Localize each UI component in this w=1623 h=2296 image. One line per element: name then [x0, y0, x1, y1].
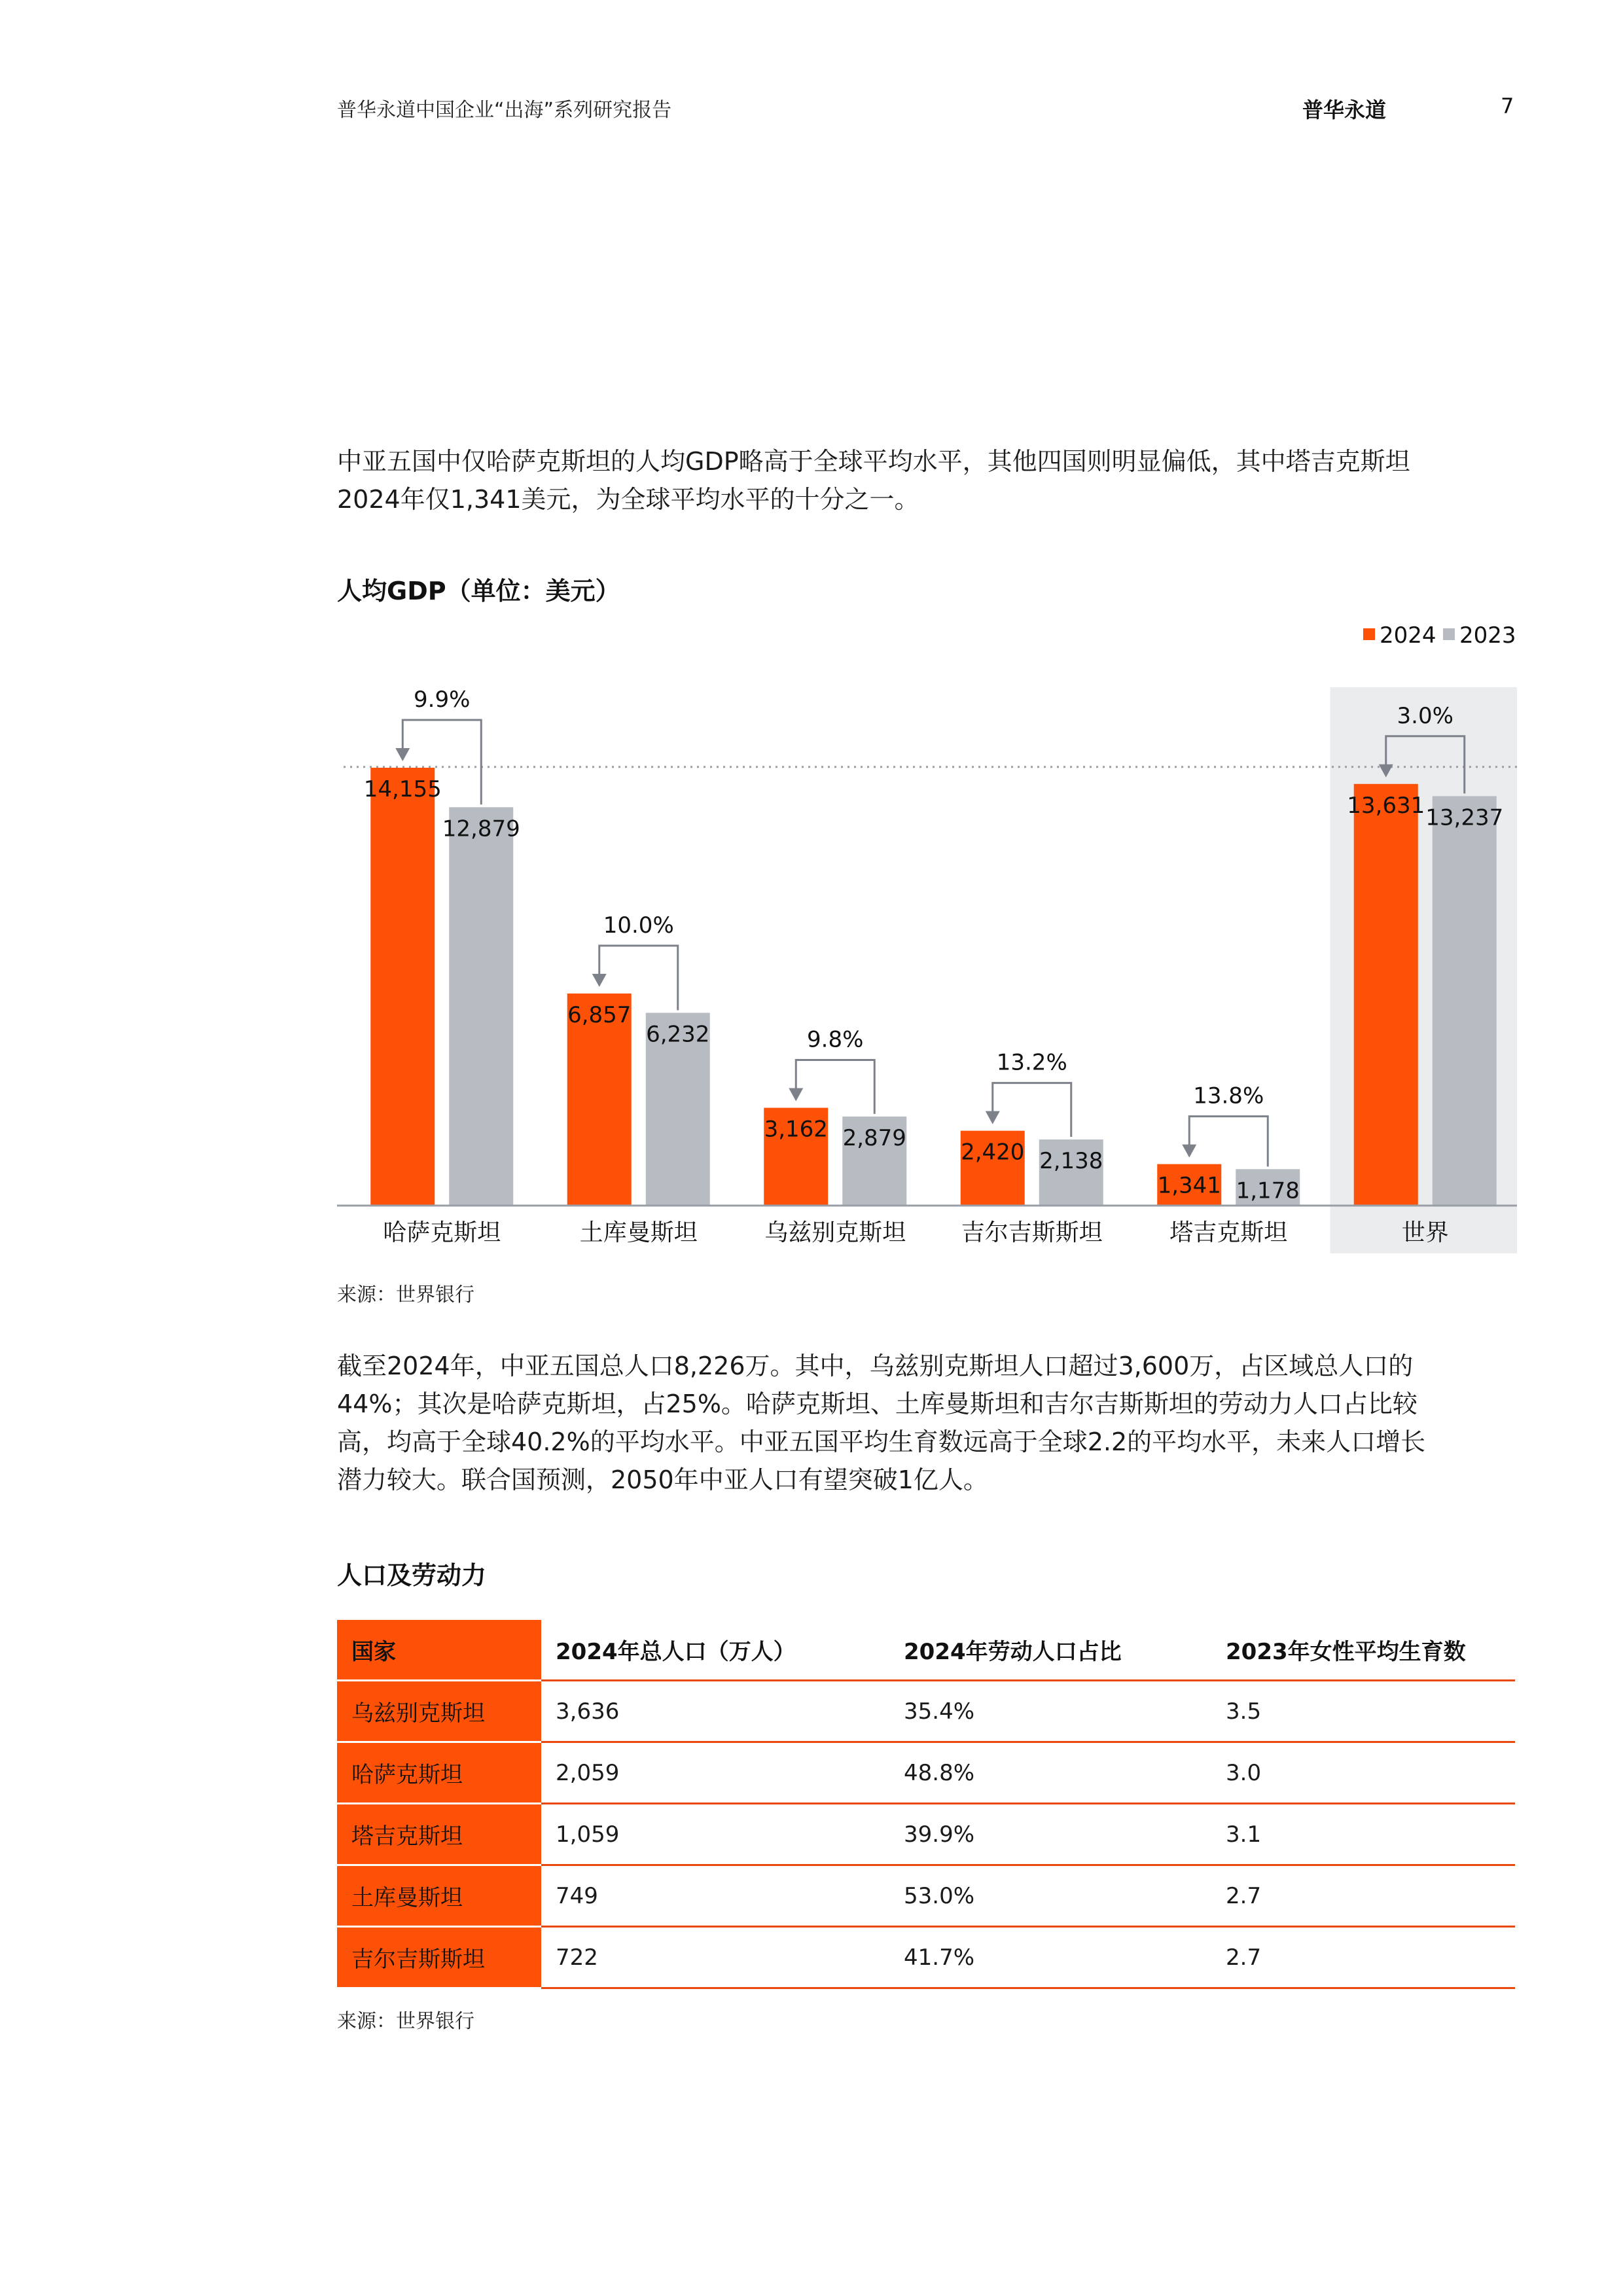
growth-arrow	[986, 1111, 1000, 1124]
data-label-2024: 14,155	[363, 776, 442, 802]
population-cell: 3,636	[541, 1681, 889, 1742]
data-label-2023: 2,879	[842, 1124, 906, 1151]
population-table	[337, 1620, 1515, 1989]
data-label-2024: 2,420	[961, 1139, 1025, 1166]
country-cell: 哈萨克斯坦	[337, 1742, 541, 1804]
page-number: 7	[1501, 94, 1514, 118]
population-line: 潜力较大。联合国预测，2050年中亚人口有望突破1亿人。	[337, 1465, 988, 1494]
population-cell: 2,059	[541, 1742, 889, 1804]
data-label-2024: 1,341	[1157, 1172, 1221, 1199]
table-source: 来源：世界银行	[337, 2010, 474, 2033]
growth-arrow	[1182, 1145, 1196, 1158]
growth-label: 3.0%	[1397, 702, 1454, 729]
table-row	[337, 1865, 1515, 1927]
table-row	[337, 1804, 1515, 1865]
header-population: 2024年总人口（万人）	[541, 1620, 889, 1681]
growth-bracket	[796, 1060, 874, 1114]
fertility-cell: 3.5	[1211, 1681, 1515, 1742]
data-label-2023: 6,232	[646, 1021, 710, 1048]
growth-bracket	[993, 1083, 1071, 1137]
growth-arrow	[592, 974, 607, 987]
chart-source: 来源：世界银行	[337, 1283, 474, 1306]
growth-label: 10.0%	[603, 912, 674, 939]
data-label-2024: 13,631	[1347, 792, 1425, 819]
growth-arrow	[789, 1088, 803, 1102]
category-label: 塔吉克斯坦	[1169, 1219, 1288, 1246]
header-country: 国家	[337, 1620, 541, 1681]
legend-swatch-2024	[1363, 628, 1375, 640]
table-row	[337, 1927, 1515, 1988]
growth-bracket	[1189, 1117, 1268, 1167]
category-label: 吉尔吉斯斯坦	[961, 1219, 1103, 1246]
fertility-cell: 3.1	[1211, 1804, 1515, 1865]
growth-label: 9.8%	[807, 1026, 864, 1053]
table-heading: 人口及劳动力	[337, 1561, 487, 1590]
population-line: 44%；其次是哈萨克斯坦，占25%。哈萨克斯坦、土库曼斯坦和吉尔吉斯斯坦的劳动力人口占比较	[337, 1390, 1418, 1418]
labor-share-cell: 41.7%	[889, 1927, 1211, 1988]
header-labor-share: 2024年劳动人口占比	[889, 1620, 1211, 1681]
category-label: 哈萨克斯坦	[383, 1219, 501, 1246]
legend-swatch-2023	[1443, 628, 1455, 640]
growth-label: 9.9%	[414, 687, 471, 713]
data-label-2023: 12,879	[442, 816, 520, 842]
table-row	[337, 1681, 1515, 1742]
labor-share-cell: 48.8%	[889, 1742, 1211, 1804]
intro-line: 中亚五国中仅哈萨克斯坦的人均GDP略高于全球平均水平，其他四国则明显偏低，其中塔吉克斯坦	[337, 447, 1410, 476]
growth-arrow	[395, 748, 410, 761]
table-row	[337, 1742, 1515, 1804]
report-title: 普华永道中国企业“出海”系列研究报告	[337, 99, 672, 122]
data-label-2023: 1,178	[1236, 1177, 1300, 1204]
population-cell: 1,059	[541, 1804, 889, 1865]
fertility-cell: 2.7	[1211, 1865, 1515, 1927]
labor-share-cell: 53.0%	[889, 1865, 1211, 1927]
fertility-cell: 2.7	[1211, 1927, 1515, 1988]
fertility-cell: 3.0	[1211, 1742, 1515, 1804]
population-line: 高，均高于全球40.2%的平均水平。中亚五国平均生育数远高于全球2.2的平均水平，未来人口增长	[337, 1427, 1426, 1456]
country-cell: 塔吉克斯坦	[337, 1804, 541, 1865]
country-cell: 吉尔吉斯斯坦	[337, 1927, 541, 1988]
bar-2024	[370, 768, 435, 1206]
data-label-2024: 3,162	[764, 1116, 828, 1143]
country-cell: 乌兹别克斯坦	[337, 1681, 541, 1742]
population-line: 截至2024年，中亚五国总人口8,226万。其中，乌兹别克斯坦人口超过3,600万，占区域总人口的	[337, 1352, 1414, 1380]
category-label: 土库曼斯坦	[579, 1219, 698, 1246]
intro-line: 2024年仅1,341美元，为全球平均水平的十分之一。	[337, 485, 919, 514]
country-cell: 土库曼斯坦	[337, 1865, 541, 1927]
header-fertility: 2023年女性平均生育数	[1211, 1620, 1515, 1681]
growth-label: 13.2%	[996, 1049, 1067, 1076]
bar-2023	[1433, 796, 1497, 1206]
table-header-row	[337, 1620, 1515, 1681]
data-label-2024: 6,857	[567, 1001, 632, 1028]
data-label-2023: 2,138	[1039, 1147, 1103, 1174]
population-paragraph	[337, 1347, 1515, 1499]
category-label: 乌兹别克斯坦	[764, 1219, 906, 1246]
bar-2023	[449, 807, 513, 1206]
brand-name: 普华永道	[1302, 98, 1387, 122]
legend-label-2024: 2024	[1380, 622, 1436, 649]
chart-heading: 人均GDP（单位：美元）	[337, 577, 620, 605]
labor-share-cell: 39.9%	[889, 1804, 1211, 1865]
population-cell: 749	[541, 1865, 889, 1927]
legend-label-2023: 2023	[1459, 622, 1516, 649]
bar-2024	[1354, 784, 1418, 1206]
growth-label: 13.8%	[1193, 1083, 1264, 1109]
labor-share-cell: 35.4%	[889, 1681, 1211, 1742]
category-label: 世界	[1401, 1219, 1449, 1246]
data-label-2023: 13,237	[1425, 804, 1504, 831]
population-cell: 722	[541, 1927, 889, 1988]
